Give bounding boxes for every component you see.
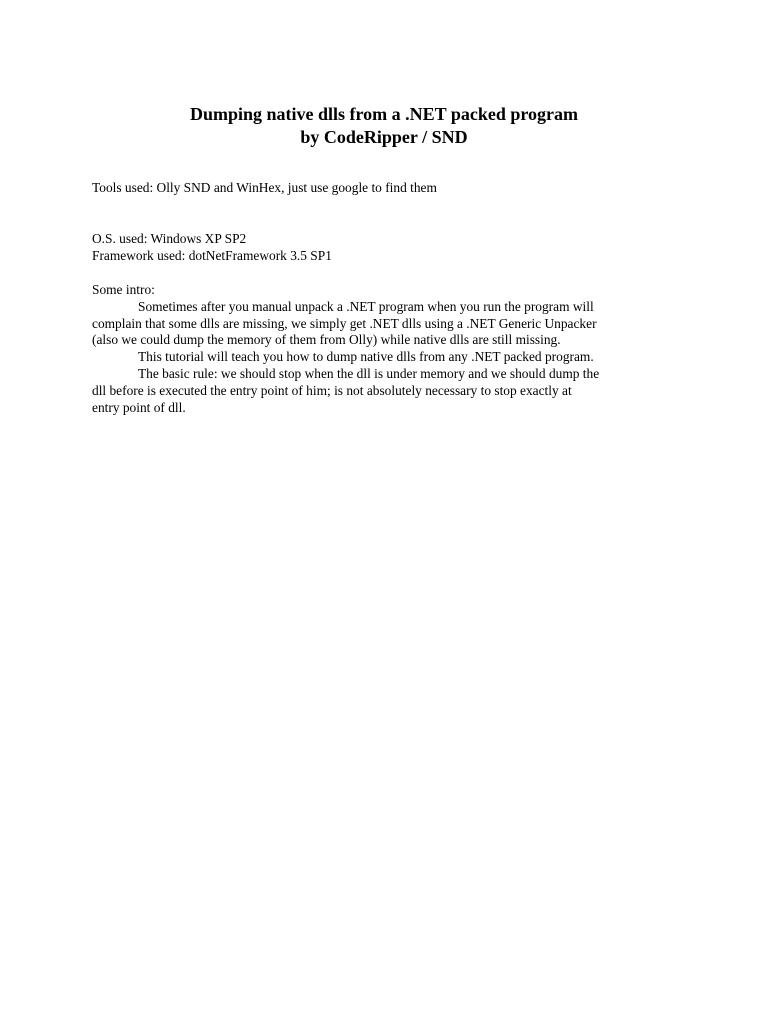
title-line-1: Dumping native dlls from a .NET packed program	[189, 104, 579, 124]
intro-line: complain that some dlls are missing, we simply get .NET dlls using a .NET Generic Unpacker	[92, 315, 597, 331]
intro-line: Sometimes after you manual unpack a .NET program when you run the program will	[138, 298, 594, 314]
intro-line: The basic rule: we should stop when the dll is under memory and we should dump the	[138, 365, 600, 381]
framework-line: Framework used: dotNetFramework 3.5 SP1	[92, 247, 332, 263]
os-line: O.S. used: Windows XP SP2	[92, 231, 247, 246]
intro-line: This tutorial will teach you how to dump native dlls from any .NET packed program.	[138, 349, 594, 365]
intro-line: dll before is executed the entry point of him; is not absolutely necessary to stop exactly at	[92, 382, 572, 398]
intro-line: (also we could dump the memory of them from Olly) while native dlls are still missing.	[92, 332, 561, 348]
tools-line: Tools used: Olly SND and WinHex, just use google to find them	[92, 180, 437, 195]
intro-heading: Some intro:	[92, 282, 155, 297]
intro-section	[92, 282, 682, 416]
tools-paragraph	[92, 180, 682, 197]
environment-paragraph	[92, 231, 682, 265]
title-line-2: by CodeRipper / SND	[300, 127, 468, 147]
intro-line: entry point of dll.	[92, 399, 186, 415]
document-title	[0, 103, 768, 149]
